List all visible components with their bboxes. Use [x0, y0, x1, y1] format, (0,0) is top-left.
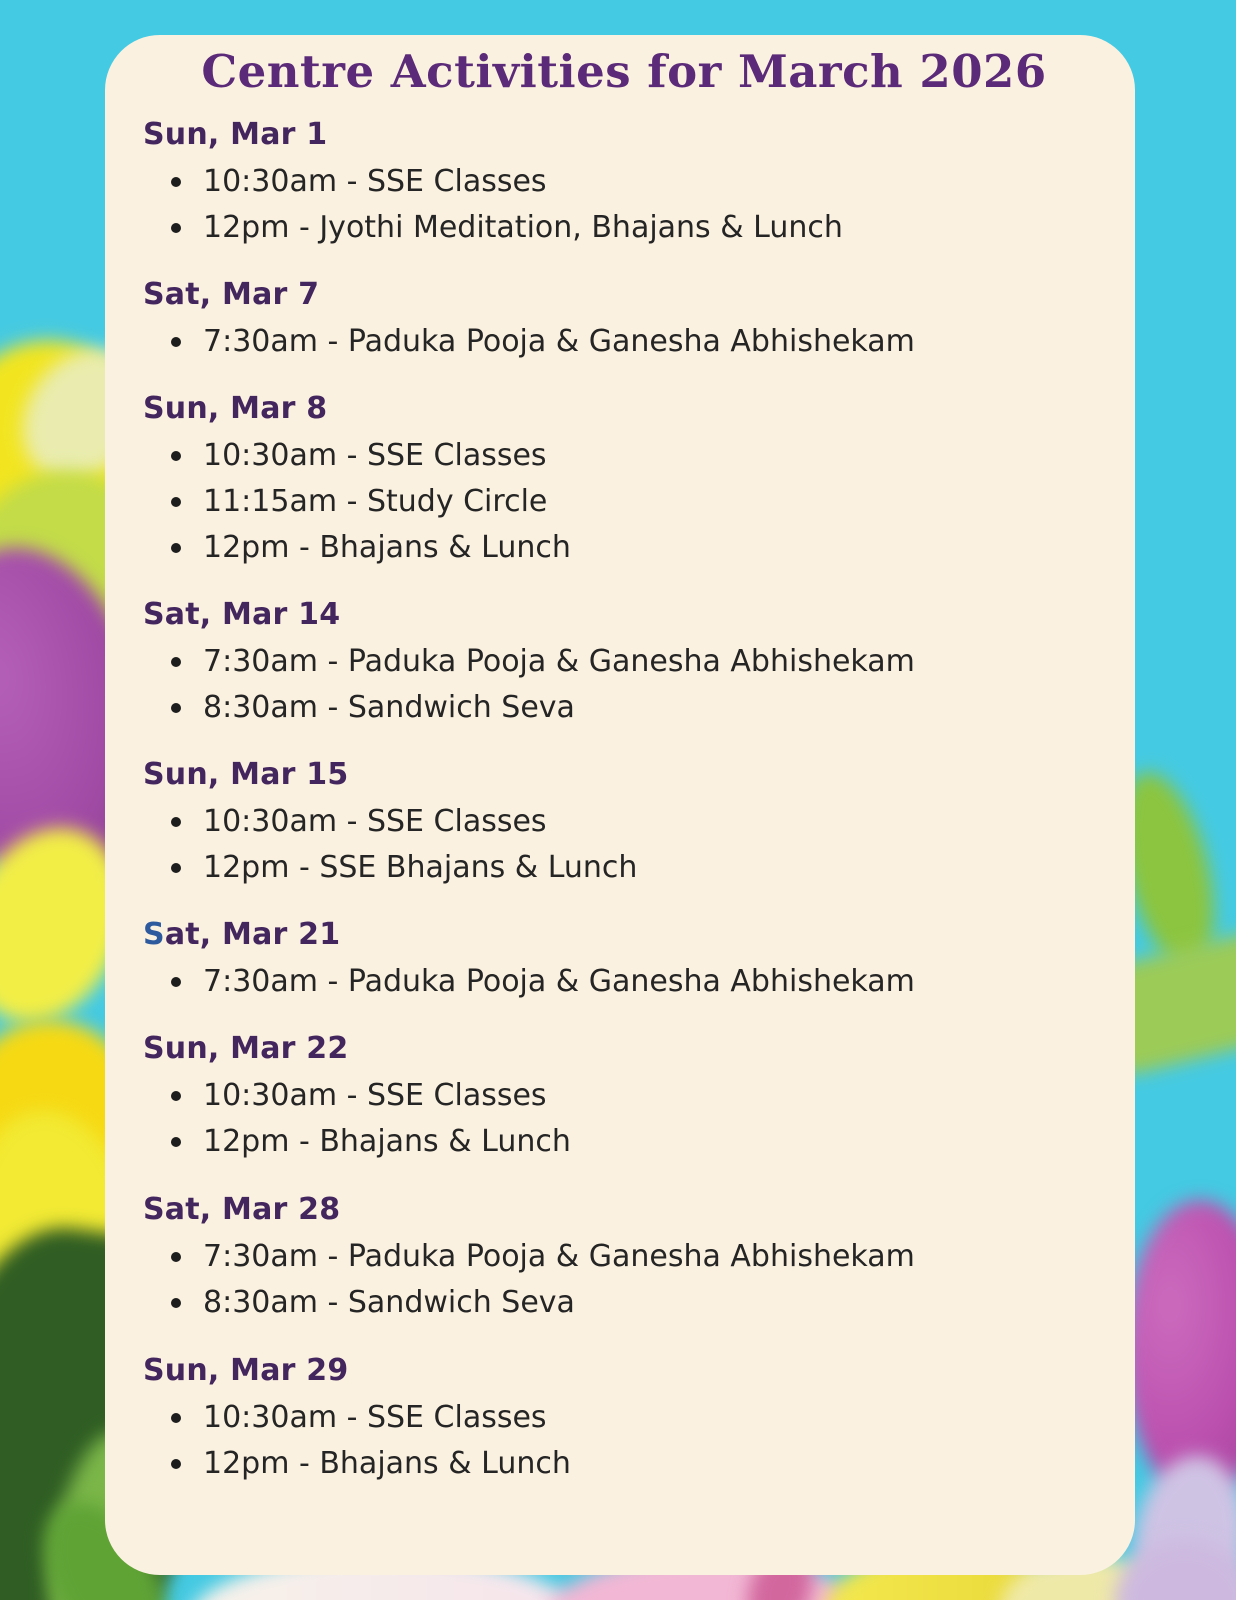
activity-list — [143, 639, 1105, 731]
bullet-icon — [171, 1413, 181, 1423]
day-heading: Sun, Mar 22 — [143, 1031, 349, 1066]
activity-text: 12pm - Bhajans & Lunch — [203, 530, 571, 565]
activity-item — [171, 1234, 1105, 1280]
activity-item — [171, 525, 1105, 571]
activity-item — [171, 159, 1105, 205]
bullet-icon — [171, 1298, 181, 1308]
activity-text: 7:30am - Paduka Pooja & Ganesha Abhishekam — [203, 324, 915, 359]
activity-text: 10:30am - SSE Classes — [203, 1078, 547, 1113]
bullet-icon — [171, 337, 181, 347]
day-heading: Sun, Mar 8 — [143, 391, 328, 426]
day-heading: Sun, Mar 29 — [143, 1353, 349, 1388]
day-section — [143, 115, 1105, 251]
activity-item — [171, 433, 1105, 479]
activity-list — [143, 799, 1105, 891]
day-section — [143, 1351, 1105, 1487]
bullet-icon — [171, 657, 181, 667]
activity-list — [143, 319, 1105, 365]
activity-text: 10:30am - SSE Classes — [203, 804, 547, 839]
bullet-icon — [171, 1137, 181, 1147]
activity-item — [171, 1073, 1105, 1119]
activity-list — [143, 959, 1105, 1005]
activity-item — [171, 1119, 1105, 1165]
activity-text: 7:30am - Paduka Pooja & Ganesha Abhishekam — [203, 644, 915, 679]
bullet-icon — [171, 977, 181, 987]
bullet-icon — [171, 543, 181, 553]
day-heading-first-letter: S — [143, 917, 165, 952]
bullet-icon — [171, 1459, 181, 1469]
activity-text: 7:30am - Paduka Pooja & Ganesha Abhishekam — [203, 1239, 915, 1274]
activity-text: 10:30am - SSE Classes — [203, 438, 547, 473]
bullet-icon — [171, 223, 181, 233]
day-heading: Sun, Mar 15 — [143, 757, 349, 792]
activity-text: 10:30am - SSE Classes — [203, 1400, 547, 1435]
activity-item — [171, 799, 1105, 845]
activity-text: 11:15am - Study Circle — [203, 484, 548, 519]
activity-text: 12pm - Bhajans & Lunch — [203, 1446, 571, 1481]
activity-text: 12pm - Jyothi Meditation, Bhajans & Lunch — [203, 210, 843, 245]
day-heading: Sat, Mar 21 — [143, 917, 341, 952]
activity-text: 10:30am - SSE Classes — [203, 164, 547, 199]
day-section — [143, 389, 1105, 571]
activity-item — [171, 1395, 1105, 1441]
activity-item — [171, 959, 1105, 1005]
bullet-icon — [171, 177, 181, 187]
activity-item — [171, 845, 1105, 891]
bullet-icon — [171, 497, 181, 507]
activity-item — [171, 685, 1105, 731]
day-heading: Sat, Mar 7 — [143, 277, 320, 312]
activity-item — [171, 205, 1105, 251]
activity-list — [143, 1395, 1105, 1487]
activity-item — [171, 479, 1105, 525]
schedule-card — [105, 35, 1135, 1575]
day-section — [143, 275, 1105, 365]
day-heading: Sat, Mar 14 — [143, 597, 341, 632]
day-section — [143, 1029, 1105, 1165]
bullet-icon — [171, 817, 181, 827]
activity-text: 12pm - SSE Bhajans & Lunch — [203, 850, 638, 885]
bullet-icon — [171, 451, 181, 461]
activity-list — [143, 433, 1105, 571]
activity-text: 8:30am - Sandwich Seva — [203, 1285, 575, 1320]
bullet-icon — [171, 1091, 181, 1101]
activity-list — [143, 159, 1105, 251]
activity-item — [171, 1280, 1105, 1326]
bullet-icon — [171, 863, 181, 873]
activity-item — [171, 1441, 1105, 1487]
bullet-icon — [171, 1252, 181, 1262]
day-section — [143, 595, 1105, 731]
day-heading: Sun, Mar 1 — [143, 117, 328, 152]
bullet-icon — [171, 703, 181, 713]
day-section — [143, 915, 1105, 1005]
activity-text: 7:30am - Paduka Pooja & Ganesha Abhishekam — [203, 964, 915, 999]
poster-title: Centre Activities for March 2026 — [201, 45, 1047, 98]
sections-container — [143, 115, 1105, 1487]
activity-list — [143, 1073, 1105, 1165]
activity-item — [171, 639, 1105, 685]
day-section — [143, 1190, 1105, 1326]
activity-list — [143, 1234, 1105, 1326]
activity-item — [171, 319, 1105, 365]
activity-text: 12pm - Bhajans & Lunch — [203, 1124, 571, 1159]
day-heading: Sat, Mar 28 — [143, 1192, 341, 1227]
day-section — [143, 755, 1105, 891]
magenta-tulip-icon — [1125, 1200, 1236, 1500]
activity-text: 8:30am - Sandwich Seva — [203, 690, 575, 725]
